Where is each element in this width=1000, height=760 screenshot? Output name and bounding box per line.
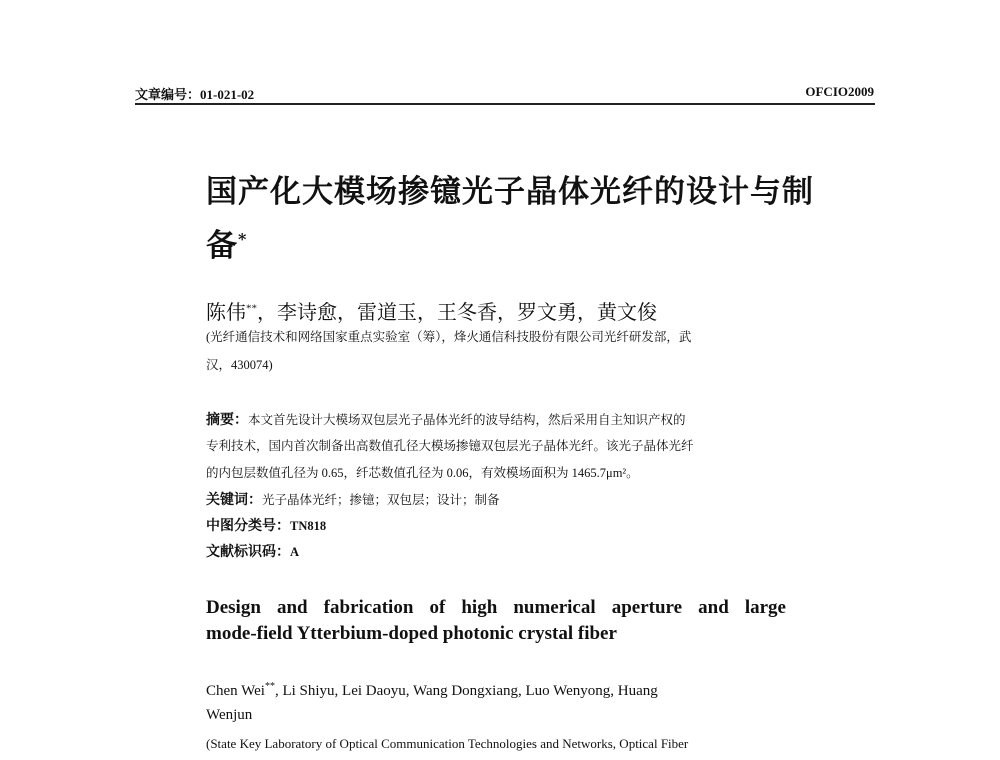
article-number: 文章编号：01-021-02 (135, 87, 255, 102)
author-en-first: Chen Wei (206, 683, 265, 699)
document-code (206, 541, 299, 561)
abstract-line1 (206, 409, 686, 429)
conference-name: OFCIO2009 (805, 84, 874, 99)
authors-en-line2: Wenjun (206, 707, 253, 723)
keywords (206, 489, 500, 509)
clc-label: 中图分类号： (206, 519, 290, 534)
doc-code-label: 文献标识码： (206, 545, 290, 560)
title-cn-line1: 国产化大模场掺镱光子晶体光纤的设计与制 (206, 174, 814, 210)
keywords-value: 光子晶体光纤；掺镱；双包层；设计；制备 (262, 493, 500, 507)
authors-en-rest: , Li Shiyu, Lei Daoyu, Wang Dongxiang, Luo Wenyong, Huang (274, 683, 658, 699)
title-footnote-mark: * (238, 229, 248, 249)
abstract-line2: 专利技术，国内首次制备出高数值孔径大模场掺镱双包层光子晶体光纤。该光子晶体光纤 (206, 439, 694, 453)
authors-cn (206, 296, 657, 325)
clc-value: TN818 (290, 519, 327, 533)
affiliation-cn-line2: 汉，430074) (206, 358, 273, 372)
authors-rest: ，李诗愈，雷道玉，王冬香，罗文勇，黄文俊 (257, 302, 657, 324)
author-mark: ** (246, 302, 257, 315)
title-cn-text: 备 (206, 228, 238, 264)
abstract-label: 摘要： (206, 413, 248, 428)
author-en-mark: ** (264, 681, 275, 692)
abstract-text: 本文首先设计大模场双包层光子晶体光纤的波导结构，然后采用自主知识产权的 (248, 413, 686, 427)
title-en-line1: Design and fabrication of high numerical aperture and large (206, 597, 786, 618)
abstract-line3: 的内包层数值孔径为 0.65，纤芯数值孔径为 0.06，有效模场面积为 1465.7μm²。 (206, 466, 639, 480)
title-en-line2: mode-field Ytterbium-doped photonic crystal fiber (206, 623, 617, 644)
author-first: 陈伟 (206, 302, 246, 324)
clc-number (206, 515, 326, 535)
doc-code-value: A (290, 545, 300, 559)
affiliation-cn-line1: (光纤通信技术和网络国家重点实验室（筹），烽火通信科技股份有限公司光纤研发部，武 (206, 330, 692, 344)
header-rule (135, 103, 875, 105)
keywords-label: 关键词： (206, 493, 262, 508)
affiliation-en-line1: (State Key Laboratory of Optical Communication Technologies and Networks, Optical Fiber (206, 736, 689, 751)
title-cn-line2 (206, 220, 247, 265)
authors-en (206, 681, 658, 700)
